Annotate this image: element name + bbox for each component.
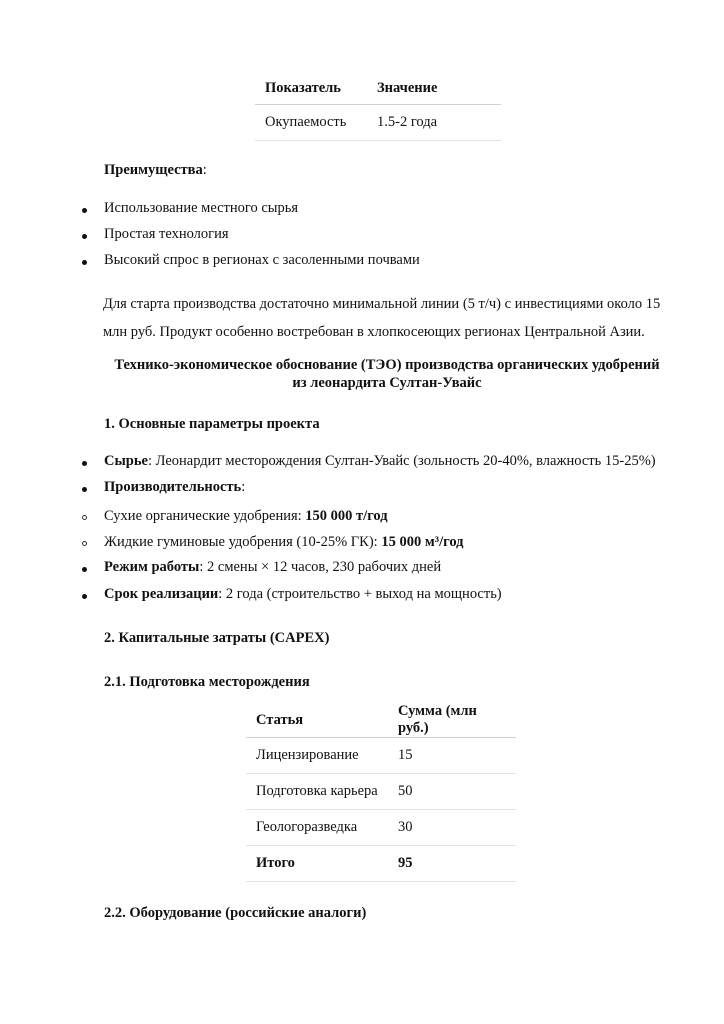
- table-cell: Геологоразведка: [246, 810, 388, 846]
- deposit-costs-table: [246, 703, 516, 882]
- section-title: 2. Капитальные затраты (CAPEX): [104, 630, 330, 646]
- section-title: 1. Основные параметры проекта: [104, 416, 320, 432]
- start-paragraph: Для старта производства достаточно минимальной линии (5 т/ч) с инвестициями около 15 млн руб. Продукт особенно востребован в хлопкосеющих регионах Центральной Азии.: [103, 296, 661, 340]
- table-header: Значение: [367, 72, 501, 105]
- sub-bullet-icon: [82, 515, 87, 520]
- list-item: Производительность:: [104, 479, 246, 495]
- bullet-icon: [82, 567, 87, 572]
- list-item: Режим работы: 2 смены × 12 часов, 230 рабочих дней: [104, 559, 442, 575]
- document-title: Технико-экономическое обоснование (ТЭО) производства органических удобрений из леонардита Султан-Увайс: [114, 357, 660, 391]
- bullet-icon: [82, 234, 87, 239]
- sub-bullet-icon: [82, 541, 87, 546]
- bullet-icon: [82, 487, 87, 492]
- table-cell: Подготовка карьера: [246, 774, 388, 810]
- table-cell: 50: [388, 774, 516, 810]
- bullet-icon: [82, 260, 87, 265]
- table-total-cell: Итого: [246, 846, 388, 882]
- bullet-icon: [82, 208, 87, 213]
- table-total-cell: 95: [388, 846, 516, 882]
- table-cell: 15: [388, 738, 516, 774]
- table-cell: 30: [388, 810, 516, 846]
- list-item: Сырье: Леонардит месторождения Султан-Увайс (зольность 20-40%, влажность 15-25%): [104, 453, 656, 469]
- table-cell: Окупаемость: [255, 105, 367, 141]
- bullet-icon: [82, 594, 87, 599]
- sub-list-item: Сухие органические удобрения: 150 000 т/год: [104, 508, 388, 524]
- table-cell: 1.5-2 года: [367, 105, 501, 141]
- bullet-icon: [82, 461, 87, 466]
- advantages-heading: Преимущества:: [104, 162, 207, 178]
- subsection-title: 2.2. Оборудование (российские аналоги): [104, 905, 367, 921]
- list-item: Использование местного сырья: [104, 200, 299, 216]
- subsection-title: 2.1. Подготовка месторождения: [104, 674, 310, 690]
- table-header: Показатель: [255, 72, 367, 105]
- table-header: Статья: [246, 703, 388, 738]
- list-item: Простая технология: [104, 226, 229, 242]
- list-item: Срок реализации: 2 года (строительство + выход на мощность): [104, 586, 502, 602]
- sub-list-item: Жидкие гуминовые удобрения (10-25% ГК): 15 000 м³/год: [104, 534, 464, 550]
- payback-table: [255, 72, 501, 141]
- table-cell: Лицензирование: [246, 738, 388, 774]
- list-item: Высокий спрос в регионах с засоленными почвами: [104, 252, 420, 268]
- table-header: Сумма (млн руб.): [388, 703, 516, 738]
